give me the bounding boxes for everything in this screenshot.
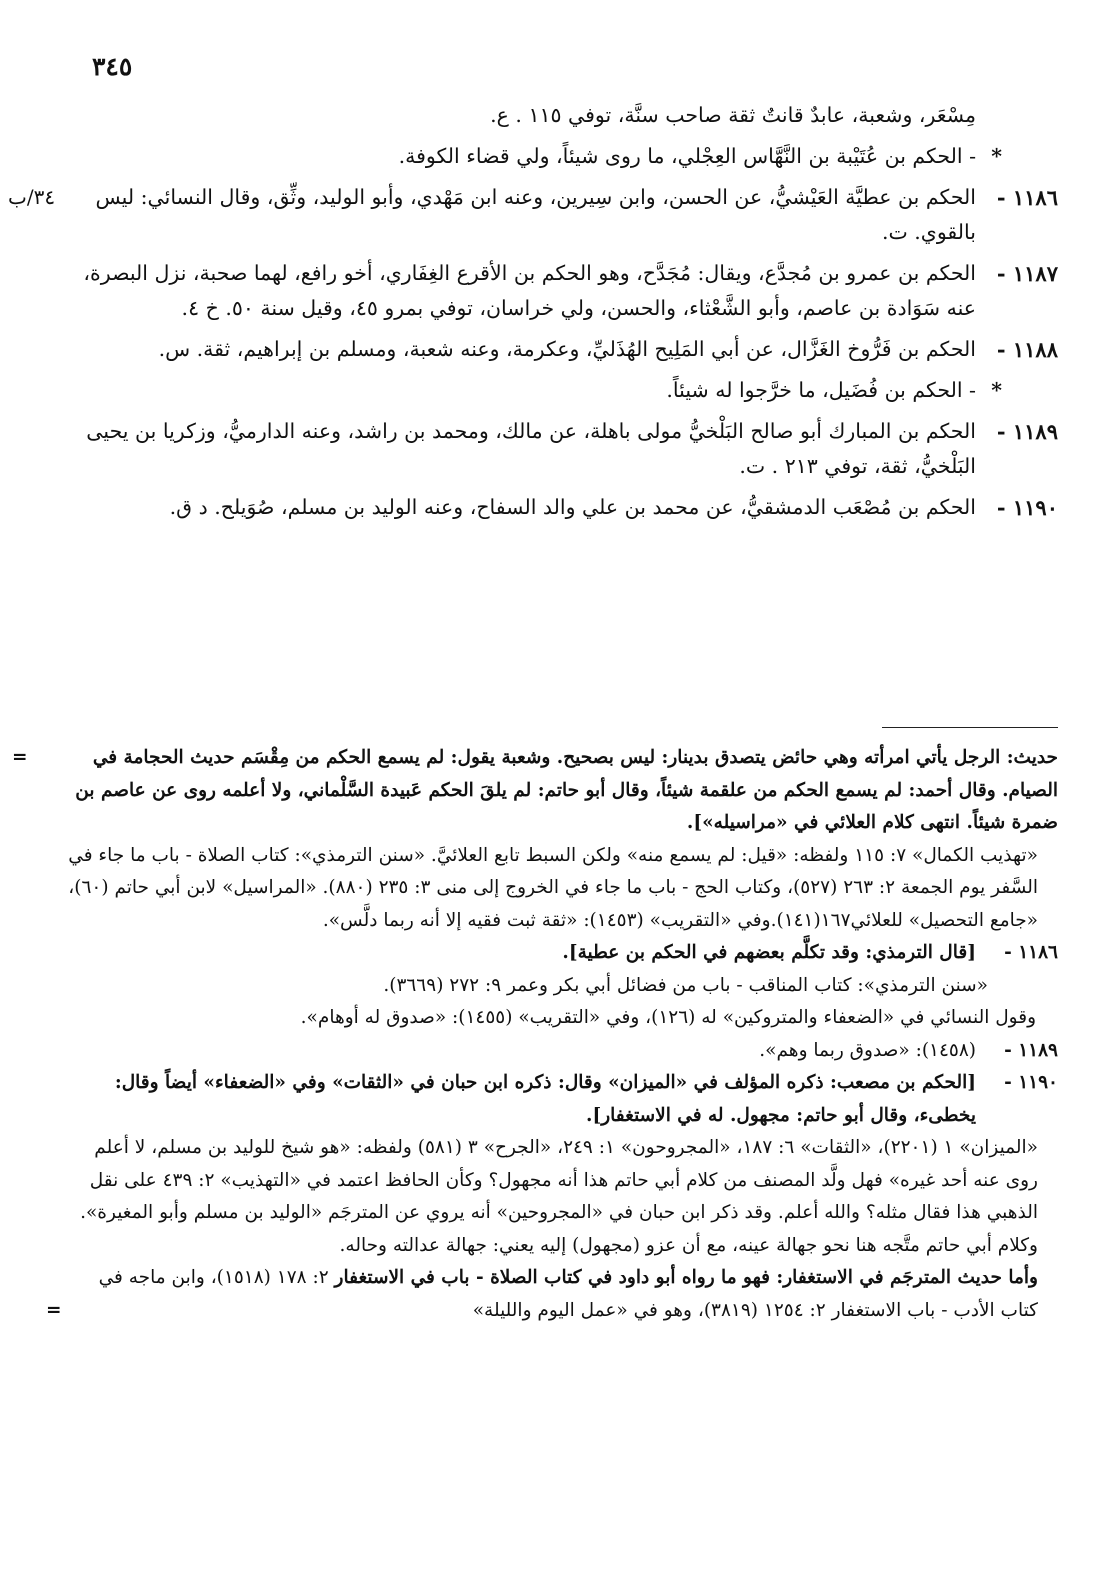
entry-star-1 (60, 139, 1058, 174)
note-text: (١٤٥٨): «صدوق ربما وهم». (759, 1039, 976, 1061)
entry-1187 (60, 256, 1058, 326)
entry-1186 (8, 180, 1058, 250)
main-text (8, 98, 1058, 531)
entry-number: ١١٨٩ - (996, 419, 1058, 444)
margin-folio-note: ٣٤/ب (8, 185, 56, 209)
note-number: ١١٨٦ - (1004, 942, 1058, 963)
entry-text: - الحكم بن فُضَيل، ما خرَّجوا له شيئاً. (666, 378, 976, 402)
note-reference (60, 840, 1058, 938)
footnote-divider (882, 727, 1058, 728)
entry-number: ١١٩٠ - (996, 495, 1058, 520)
note-1186 (60, 937, 1058, 970)
note-number: ١١٨٩ - (1004, 1039, 1058, 1061)
entry-1188 (60, 332, 1058, 367)
star-mark: * (991, 378, 1002, 402)
entry-text: الحكم بن مُصْعَب الدمشقيُّ، عن محمد بن علي والد السفاح، وعنه الوليد بن مسلم، صُوَيلح. د ق. (169, 495, 976, 519)
note-reference (60, 970, 1058, 1003)
entry-text: - الحكم بن عُتَيْبة بن النَّهَّاس العِجْلي، ما روى شيئاً، ولي قضاء الكوفة. (398, 144, 976, 168)
note-quote: حديث: الرجل يأتي امرأته وهي حائض يتصدق بدينار: ليس بصحيح. وشعبة يقول: لم يسمع الحكم من مِقْسَم حديث الحجامة في الصيام. وقال أحمد: لم يسمع الحكم من علقمة شيئاً، وقال أبو حاتم: لم يلقَ الحكم عَبيدة السَّلْماني، ولا أعلمه روى عن عاصم بن ضمرة شيئاً. انتهى كلام العلائي في «مراسيله»]. (75, 747, 1058, 833)
note-reference (60, 1002, 1058, 1035)
note-1189 (60, 1035, 1058, 1068)
star-mark: * (991, 144, 1002, 168)
entry-number: ١١٨٧ - (996, 261, 1058, 286)
entry-text: الحكم بن عطيَّة العَيْشيُّ، عن الحسن، وابن سِيرين، وعنه ابن مَهْدي، وأبو الوليد، وثِّق، وقال النسائي: ليس بالقوي. ت. (95, 185, 976, 244)
entry-number: ١١٨٦ - (996, 185, 1058, 210)
entry-1190 (60, 490, 1058, 525)
note-reference (60, 1132, 1058, 1262)
note-number: ١١٩٠ - (1004, 1072, 1058, 1093)
note-reference-lead: وأما حديث المترجَم في الاستغفار: فهو ما رواه أبو داود في كتاب الصلاة - باب في الاستغفار (334, 1267, 1038, 1288)
note-reference-text: وقول النسائي في «الضعفاء والمتروكين» له (١٢٦)، وفي «التقريب» (١٤٥٥): «صدوق له أوهام». (300, 1007, 1036, 1028)
continuation-mark: = (46, 1299, 62, 1321)
note-reference-text: «سنن الترمذي»: كتاب المناقب - باب من فضائل أبي بكر وعمر ٩: ٢٧٢ (٣٦٦٩). (383, 974, 988, 996)
note-1190 (60, 1067, 1058, 1132)
entry-continuation (60, 98, 1058, 133)
page-number: ٣٤٥ (92, 52, 133, 81)
entry-text: مِسْعَر، وشعبة، عابدٌ قانتٌ ثقة صاحب سنَّة، توفي ١١٥ . ع. (490, 103, 976, 127)
continuation-mark: = (12, 747, 28, 768)
entry-1189 (60, 414, 1058, 484)
note-reference-text: «الميزان» ١ (٢٢٠١)، «الثقات» ٦: ١٨٧، «المجروحون» ١: ٢٤٩، «الجرح» ٣ (٥٨١) ولفظه: «هو شيخ للوليد بن مسلم، لا أعلم روى عنه أحد غيره» فهل ولَّد المصنف من كلام أبي حاتم هذا أنه مجهول؟ وكأن الحافظ اعتمد في «التهذيب» ٢: ٤٣٩ على نقل الذهبي هذا فقال مثله؟ والله أعلم. وقد ذكر ابن حبان في «المجروحين» أنه يروي عن المترجَم «الوليد بن مسلم وأبو المغيرة». وكلام أبي حاتم متَّجه هنا نحو جهالة عينه، مع أن عزو (مجهول) إليه يعني: جهالة عدالته وحاله. (80, 1137, 1038, 1256)
note-reference-text: «تهذيب الكمال» ٧: ١١٥ ولفظه: «قيل: لم يسمع منه» ولكن السبط تابع العلائيَّ. «سنن الترمذي»: كتاب الصلاة - باب ما جاء في السَّفر يوم الجمعة ٢: ٢٦٣ (٥٢٧)، وكتاب الحج - باب ما جاء في الخروج إلى منى ٣: ٢٣٥ (٨٨٠). «المراسيل» لابن أبي حاتم (٦٠)، «جامع التحصيل» للعلائي١٦٧(١٤١).وفي «التقريب» (١٤٥٣): «ثقة ثبت فقيه إلا أنه ربما دلَّس». (68, 844, 1038, 931)
footnotes (12, 742, 1058, 1327)
note-quote: [الحكم بن مصعب: ذكره المؤلف في «الميزان» وقال: ذكره ابن حبان في «الثقات» وفي «الضعفاء» أيضاً وقال: يخطىء، وقال أبو حاتم: مجهول. له في الاستغفار]. (114, 1072, 976, 1126)
note-reference (46, 1262, 1058, 1327)
entry-number: ١١٨٨ - (996, 337, 1058, 362)
entry-text: الحكم بن فَرُّوخ الغَزَّال، عن أبي المَلِيح الهُذَليِّ، وعكرمة، وعنه شعبة، ومسلم بن إبراهيم، ثقة. س. (158, 337, 976, 361)
entry-text: الحكم بن المبارك أبو صالح البَلْخيُّ مولى باهلة، عن مالك، ومحمد بن راشد، وعنه الدارميُّ، وزكريا بن يحيى البَلْخيُّ، ثقة، توفي ٢١٣ . ت. (86, 419, 976, 478)
note-continued (12, 742, 1058, 840)
entry-text: الحكم بن عمرو بن مُجدَّع، ويقال: مُجَدَّح، وهو الحكم بن الأقرع الغِفَاري، أخو رافع، لهما صحبة، نزل البصرة، عنه سَوَادة بن عاصم، وأبو الشَّعْثاء، والحسن، ولي خراسان، توفي بمرو ٤٥، وقيل سنة ٥٠. خ ٤. (83, 261, 976, 320)
note-reference-text: ٢: ١٧٨ (١٥١٨)، وابن ماجه في كتاب الأدب - باب الاستغفار ٢: ١٢٥٤ (٣٨١٩)، وهو في «عمل اليوم والليلة» (98, 1267, 1038, 1321)
note-quote: [قال الترمذي: وقد تكلَّم بعضهم في الحكم بن عطية]. (562, 942, 976, 963)
entry-star-2 (60, 373, 1058, 408)
